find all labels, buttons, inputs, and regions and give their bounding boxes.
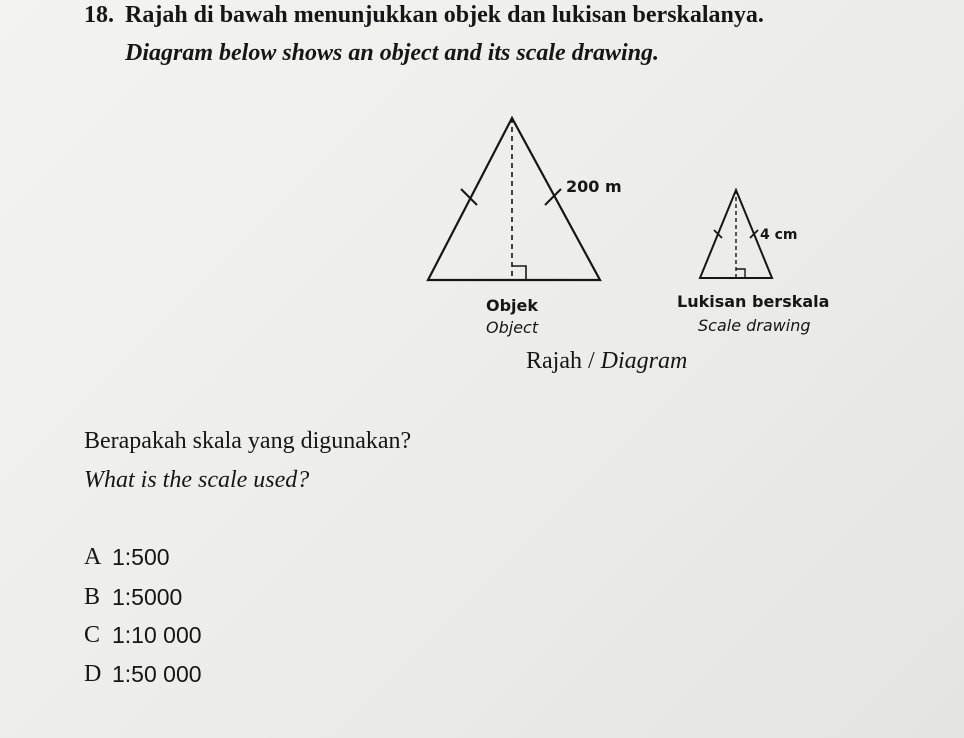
question-text-english: Diagram below shows an object and its scale drawing. — [125, 40, 660, 66]
caption-english: Diagram — [600, 348, 688, 374]
option-letter: B — [84, 584, 101, 610]
object-label-english: Object — [486, 318, 539, 337]
object-triangle — [428, 118, 600, 280]
prompt-malay: Berapakah skala yang digunakan? — [84, 428, 412, 454]
question-text-malay: Rajah di bawah menunjukkan objek dan lukisan berskalanya. — [125, 2, 764, 28]
option-a[interactable] — [84, 544, 170, 571]
option-letter: D — [84, 661, 102, 687]
prompt-english: What is the scale used? — [84, 467, 310, 493]
option-letter: C — [84, 622, 101, 648]
option-letter: A — [84, 544, 102, 570]
scale-right-angle-mark — [736, 269, 745, 278]
scale-side-label: 4 cm — [760, 227, 798, 243]
caption-malay: Rajah — [526, 348, 582, 374]
question-number: 18. — [84, 2, 114, 28]
scale-label-english: Scale drawing — [698, 316, 811, 335]
object-right-angle-mark — [512, 266, 526, 280]
object-side-label: 200 m — [566, 177, 622, 196]
diagram-caption — [526, 348, 687, 375]
option-value: 1:50 000 — [112, 661, 202, 687]
option-value: 1:500 — [112, 544, 170, 570]
scale-right-tick-mark — [750, 230, 758, 238]
caption-separator: / — [581, 348, 601, 374]
scale-label-malay: Lukisan berskala — [677, 292, 830, 311]
object-label-malay: Objek — [486, 296, 539, 315]
option-c[interactable] — [84, 622, 202, 649]
option-value: 1:5000 — [112, 584, 183, 610]
option-b[interactable] — [84, 584, 182, 611]
option-d[interactable] — [84, 661, 202, 688]
option-value: 1:10 000 — [112, 622, 202, 648]
scale-left-tick-mark — [714, 230, 722, 238]
